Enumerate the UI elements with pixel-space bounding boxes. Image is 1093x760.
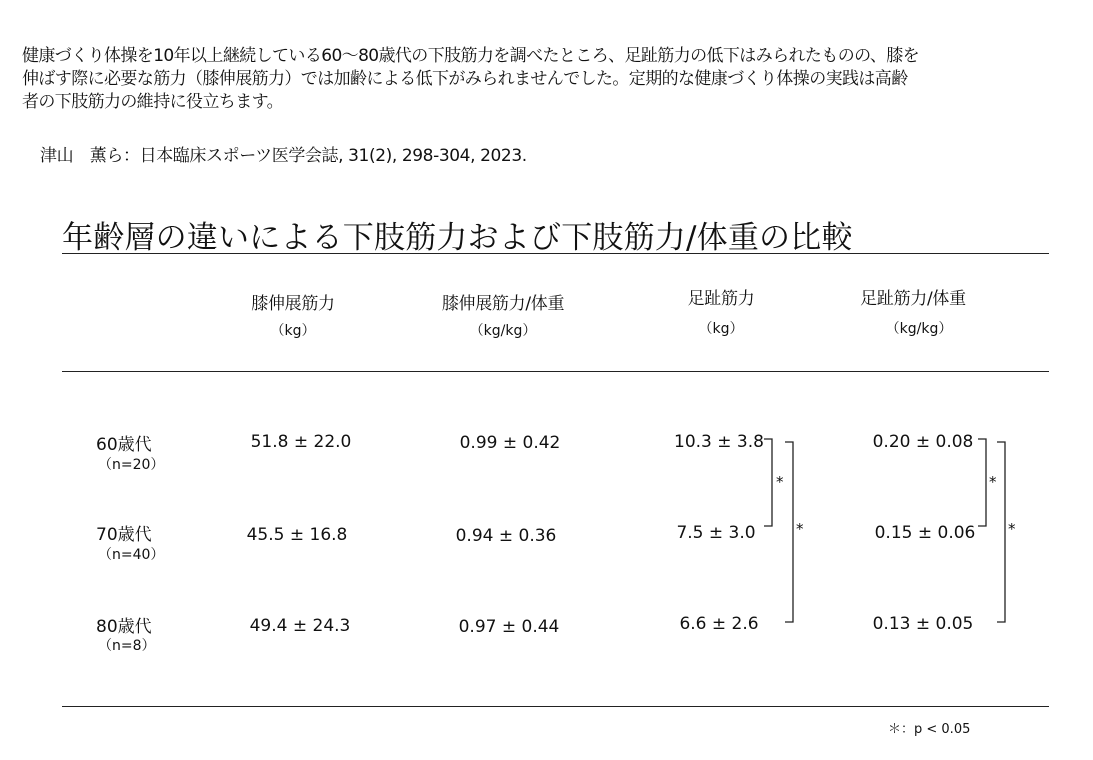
table-cell: 49.4 ± 24.3 <box>249 616 351 636</box>
table-cell: 0.99 ± 0.42 <box>459 433 561 453</box>
table-cell: 0.13 ± 0.05 <box>872 614 974 634</box>
significance-star: * <box>1008 520 1016 538</box>
row-label-80s: 80歳代 <box>96 617 152 637</box>
column-unit: （kg/kg） <box>469 323 537 339</box>
bottom-rule <box>62 706 1049 707</box>
bracket-toeratio-60-70 <box>978 439 986 526</box>
table-cell: 0.94 ± 0.36 <box>455 526 557 546</box>
row-sample-size: （n=8） <box>98 638 156 654</box>
table-cell: 7.5 ± 3.0 <box>676 523 756 543</box>
table-cell: 0.97 ± 0.44 <box>458 617 560 637</box>
column-header-toe-strength: 足趾筋力 <box>687 289 755 309</box>
row-label-60s: 60歳代 <box>96 435 152 455</box>
column-header-knee-extension: 膝伸展筋力 <box>251 294 335 314</box>
footnote: ＊：p < 0.05 <box>888 722 971 737</box>
bracket-toe-60-70 <box>764 439 772 526</box>
significance-star: * <box>776 473 784 491</box>
column-unit: （kg/kg） <box>885 321 953 337</box>
column-header-toe-strength-per-weight: 足趾筋力/体重 <box>860 289 966 309</box>
bracket-toeratio-60-80 <box>997 442 1005 622</box>
row-sample-size: （n=20） <box>98 457 165 473</box>
table-cell: 45.5 ± 16.8 <box>246 525 348 545</box>
table-cell: 6.6 ± 2.6 <box>679 614 759 634</box>
column-unit: （kg） <box>270 323 316 339</box>
table-cell: 0.15 ± 0.06 <box>874 523 976 543</box>
summary-line: 健康づくり体操を10年以上継続している60～80歳代の下肢筋力を調べたところ、足趾筋力の低下はみられたものの、膝を <box>22 46 920 66</box>
row-sample-size: （n=40） <box>98 547 165 563</box>
bracket-toe-60-80 <box>785 442 793 622</box>
table-cell: 51.8 ± 22.0 <box>250 432 352 452</box>
column-header-knee-extension-per-weight: 膝伸展筋力/体重 <box>441 294 565 314</box>
table-cell: 10.3 ± 3.8 <box>674 432 764 452</box>
table-title: 年齢層の違いによる下肢筋力および下肢筋力/体重の比較 <box>62 220 853 256</box>
column-unit: （kg） <box>698 321 744 337</box>
significance-star: * <box>796 520 804 538</box>
table-cell: 0.20 ± 0.08 <box>872 432 974 452</box>
significance-star: * <box>989 473 997 491</box>
summary-line: 者の下肢筋力の維持に役立ちます。 <box>22 92 284 112</box>
row-label-70s: 70歳代 <box>96 525 152 545</box>
summary-line: 伸ばす際に必要な筋力（膝伸展筋力）では加齢による低下がみられませんでした。定期的な健康づくり体操の実践は高齢 <box>22 69 908 89</box>
citation: 津山 薫ら：日本臨床スポーツ医学会誌, 31(2), 298-304, 2023. <box>40 146 527 166</box>
